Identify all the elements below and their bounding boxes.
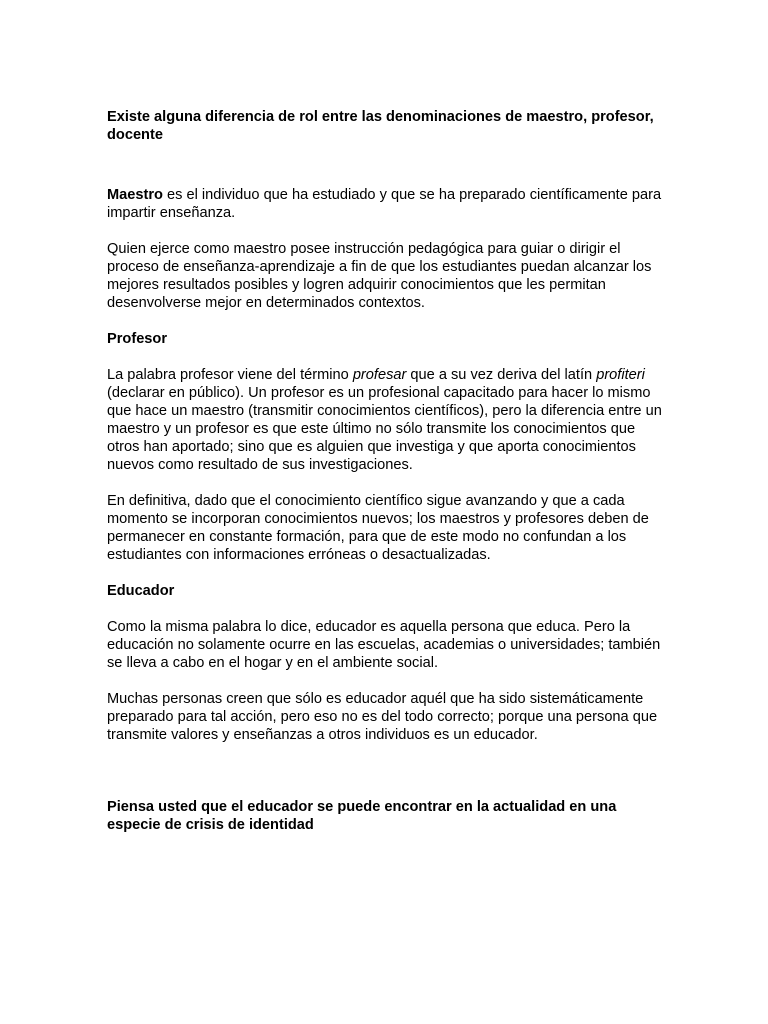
title-question: Existe alguna diferencia de rol entre las denominaciones de maestro, profesor, docente (107, 109, 654, 143)
maestro-paragraph: Quien ejerce como maestro posee instrucción pedagógica para guiar o dirigir el proceso de enseñanza-aprendizaje a fin de que los estudiantes puedan alcanzar los mejores resultados posibles y logren adquirir conocimientos que les permitan desenvolverse mejor en determinados contextos. (107, 241, 652, 311)
profesor-p1-italic-profesar: profesar (352, 367, 407, 383)
maestro-term: Maestro (107, 187, 163, 203)
educador-paragraph-1: Como la misma palabra lo dice, educador es aquella persona que educa. Pero la educación no solamente ocurre en las escuelas, academias o universidades; también se lleva a cabo en el hogar y en el ambiente social. (107, 619, 661, 671)
educador-paragraph-2: Muchas personas creen que sólo es educador aquél que ha sido sistemáticamente preparado para tal acción, pero eso no es del todo correcto; porque una persona que transmite valores y enseñanzas a otros individuos es un educador. (107, 691, 658, 743)
profesor-p1-part1: La palabra profesor viene del término (107, 367, 353, 383)
profesor-p1-italic-profiteri: profiteri (596, 367, 645, 383)
maestro-definition-text: es el individuo que ha estudiado y que se ha preparado científicamente para impartir enseñanza. (107, 187, 662, 221)
educador-heading: Educador (107, 583, 175, 599)
profesor-paragraph-2: En definitiva, dado que el conocimiento científico sigue avanzando y que a cada momento se incorporan conocimientos nuevos; los maestros y profesores deben de permanecer en constante formación, para que de este modo no confundan a los estudiantes con informaciones erróneas o desactualizadas. (107, 493, 649, 563)
profesor-p1-part3: (declarar en público). Un profesor es un profesional capacitado para hacer lo mismo que hace un maestro (transmitir conocimientos científicos), pero la diferencia entre un maestro y un profesor es que este último no sólo transmite los conocimientos que otros han aportado; sino que es alguien que investiga y que aporta conocimientos nuevos como resultado de sus investigaciones. (107, 385, 662, 473)
maestro-definition (107, 186, 667, 222)
profesor-paragraph-1 (107, 366, 667, 474)
document-page (107, 108, 667, 834)
profesor-heading: Profesor (107, 331, 168, 347)
closing-question: Piensa usted que el educador se puede encontrar en la actualidad en una especie de crisis de identidad (107, 799, 617, 833)
profesor-p1-part2: que a su vez deriva del latín (406, 367, 597, 383)
